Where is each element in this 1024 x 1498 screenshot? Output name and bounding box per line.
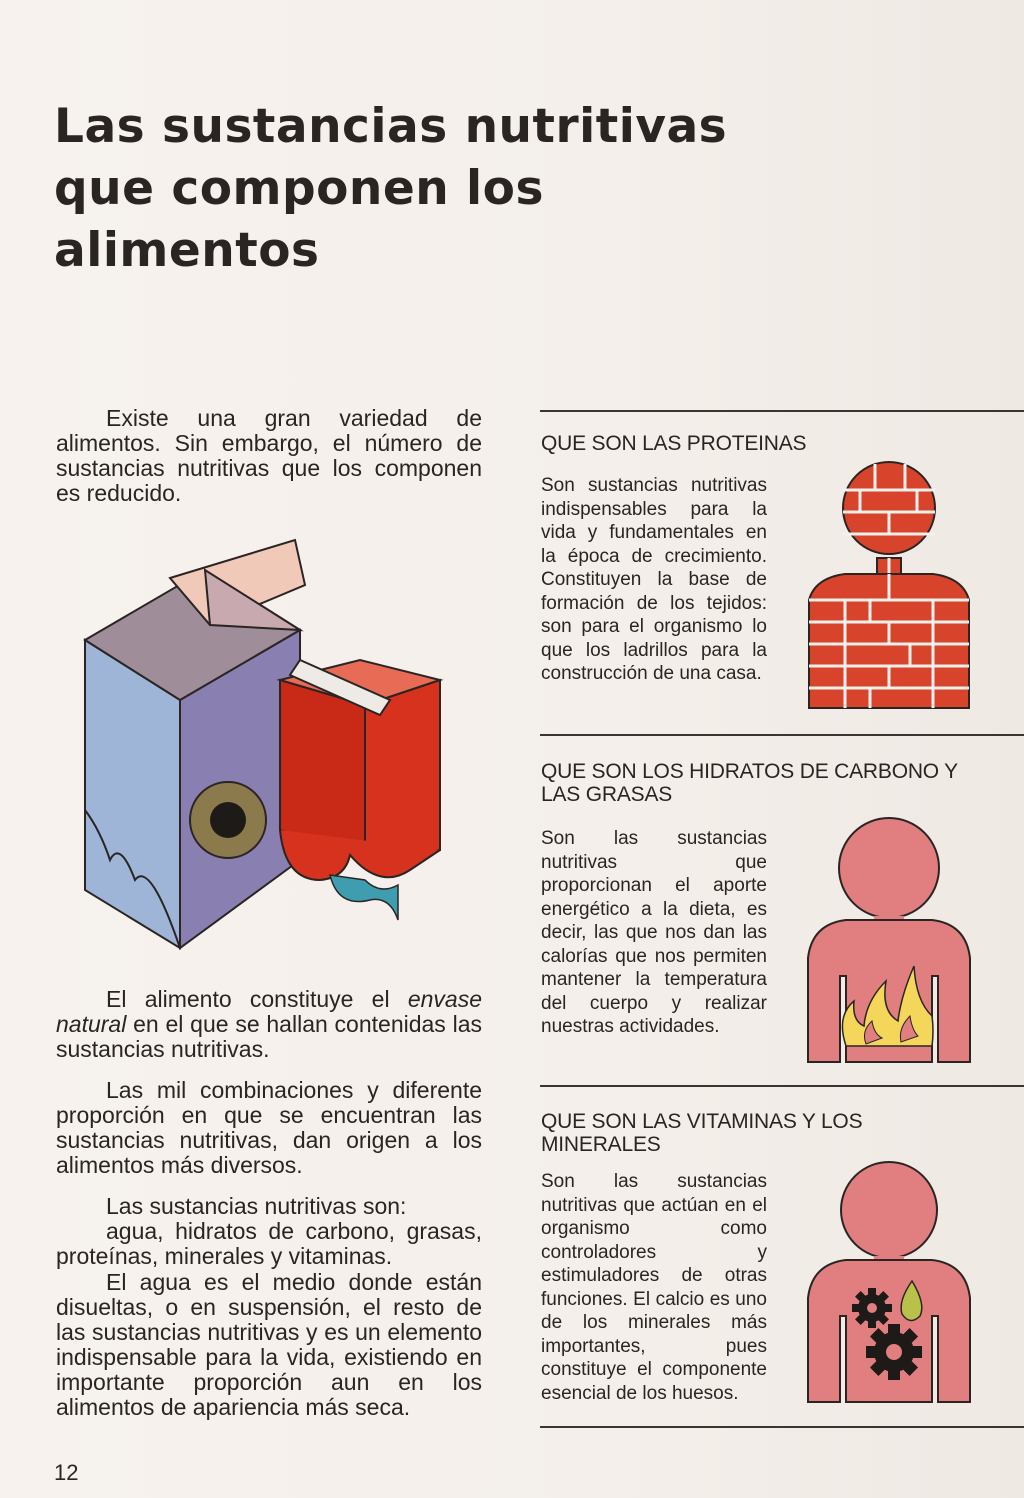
proteins-title: QUE SON LAS PROTEINAS bbox=[541, 432, 807, 455]
envase-paragraph: El alimento constituye el envase natural en el que se hallan contenidas las sustancias nutritivas. bbox=[56, 986, 482, 1062]
section-divider bbox=[540, 410, 1024, 412]
section-divider bbox=[540, 734, 1024, 736]
flame-figure-icon bbox=[806, 816, 972, 1064]
intro-paragraph: Existe una gran variedad de alimentos. Sin embargo, el número de sustancias nutritivas que los componen es reducido. bbox=[56, 405, 482, 506]
food-package-illustration bbox=[80, 530, 450, 960]
vitamins-minerals-body: Son las sustancias nutritivas que actúan en el organismo como controladores y estimuladores de otras funciones. El calcio es uno de los minerales más importantes, pues constituye el componente esencial de los huesos. bbox=[541, 1171, 767, 1404]
nutrients-list: agua, hidratos de carbono, grasas, proteínas, minerales y vitaminas. bbox=[56, 1218, 482, 1269]
carbs-fats-body: Son las sustancias nutritivas que proporcionan el aporte energético a la dieta, es decir, las que nos dan las calorías que nos permiten mantener la temperatura del cuerpo y realizar nuestras actividades. bbox=[541, 828, 767, 1037]
water-paragraph: El agua es el medio donde están disueltas, o en suspensión, el resto de las sustancias nutritivas y es un elemento indispensable para la vida, existiendo en importante proporción aun en los alimentos de apariencia más seca. bbox=[56, 1269, 482, 1420]
nutrients-list-intro: Las sustancias nutritivas son: bbox=[106, 1193, 407, 1219]
proteins-body: Son sustancias nutritivas indispensables para la vida y fundamentales en la época de crecimiento. Constituyen la base de formación de los tejidos: son para el organismo lo que los ladrillos para la construcción de una casa. bbox=[541, 475, 767, 684]
brick-figure-icon bbox=[805, 460, 973, 710]
section-divider bbox=[540, 1426, 1024, 1428]
page-number: 12 bbox=[54, 1460, 79, 1485]
page-title: Las sustancias nutritivas que componen los alimentos bbox=[54, 99, 728, 278]
section-divider bbox=[540, 1085, 1024, 1087]
vitamins-minerals-title: QUE SON LAS VITAMINAS Y LOS MINERALES bbox=[541, 1110, 863, 1156]
combinations-paragraph: Las mil combinaciones y diferente proporción en que se encuentran las sustancias nutritivas, dan origen a los alimentos más diversos. bbox=[56, 1077, 482, 1178]
carbs-fats-title: QUE SON LOS HIDRATOS DE CARBONO Y LAS GRASAS bbox=[541, 760, 958, 806]
gears-figure-icon bbox=[806, 1156, 972, 1404]
